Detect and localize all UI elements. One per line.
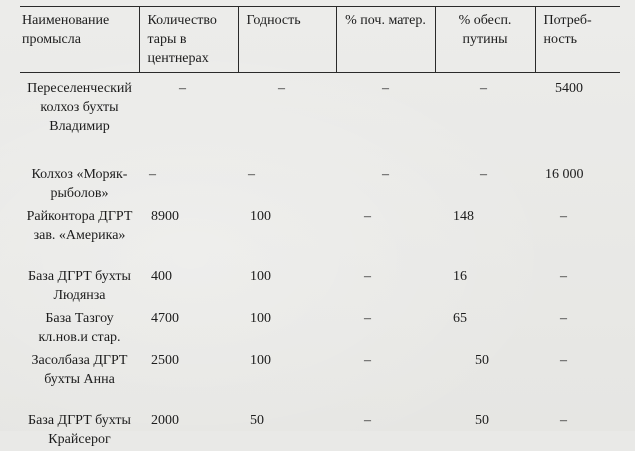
table-row — [20, 407, 620, 451]
cell-fitness: 100 — [250, 269, 271, 284]
cell-percent-material: – — [364, 353, 371, 368]
table-row — [20, 263, 620, 305]
cell-fitness: – — [278, 81, 285, 96]
cell-percent-material: – — [364, 269, 371, 284]
cell-percent-supply: 65 — [453, 311, 467, 326]
table-row — [20, 305, 620, 347]
cell-name: База Тазгоу кл.нов.и стар. — [38, 311, 121, 345]
header-qty: Количество тары в центнерах — [139, 7, 238, 73]
cell-percent-material: – — [382, 167, 389, 182]
cell-need: – — [560, 353, 567, 368]
cell-fitness: 50 — [250, 413, 264, 428]
header-percent-supply: % обесп. путины — [435, 7, 535, 73]
cell-percent-material: – — [364, 413, 371, 428]
cell-qty: 4700 — [151, 311, 179, 326]
table-row — [20, 203, 620, 263]
cell-need: 5400 — [555, 81, 583, 96]
cell-name: Райконтора ДГРТ зав. «Америка» — [26, 209, 133, 243]
table-row — [20, 347, 620, 407]
cell-need: – — [560, 311, 567, 326]
cell-need: 16 000 — [545, 167, 584, 182]
cell-name: Переселенческий колхоз бухты Владимир — [27, 81, 132, 134]
cell-percent-supply: 16 — [453, 269, 467, 284]
fishery-table — [20, 6, 620, 451]
cell-qty: 2000 — [151, 413, 179, 428]
cell-qty: – — [149, 167, 156, 182]
cell-percent-material: – — [382, 81, 389, 96]
cell-need: – — [560, 209, 567, 224]
table-row — [20, 157, 620, 203]
cell-need: – — [560, 413, 567, 428]
cell-fitness: 100 — [250, 311, 271, 326]
cell-percent-supply: 50 — [475, 413, 489, 428]
cell-fitness: 100 — [250, 209, 271, 224]
cell-name: База ДГРТ бухты Людянза — [28, 269, 131, 303]
table-row — [20, 73, 620, 158]
cell-name: База ДГРТ бухты Крайсерог — [28, 413, 131, 447]
cell-fitness: – — [248, 167, 255, 182]
header-fitness: Годность — [238, 7, 336, 73]
cell-percent-supply: 50 — [475, 353, 489, 368]
cell-percent-supply: 148 — [453, 209, 474, 224]
cell-qty: 2500 — [151, 353, 179, 368]
cell-percent-supply: – — [480, 167, 487, 182]
cell-percent-material: – — [364, 311, 371, 326]
cell-name: Засолбаза ДГРТ бухты Анна — [31, 353, 128, 387]
cell-percent-material: – — [364, 209, 371, 224]
cell-qty: – — [179, 81, 186, 96]
header-percent-material: % поч. матер. — [336, 7, 435, 73]
header-need: Потреб-ность — [535, 7, 620, 73]
cell-percent-supply: – — [480, 81, 487, 96]
cell-name: Колхоз «Моряк-рыболов» — [31, 167, 128, 201]
header-name: Наименование промысла — [20, 7, 139, 73]
cell-qty: 400 — [151, 269, 172, 284]
cell-fitness: 100 — [250, 353, 271, 368]
cell-qty: 8900 — [151, 209, 179, 224]
cell-need: – — [560, 269, 567, 284]
header-row — [20, 7, 620, 73]
